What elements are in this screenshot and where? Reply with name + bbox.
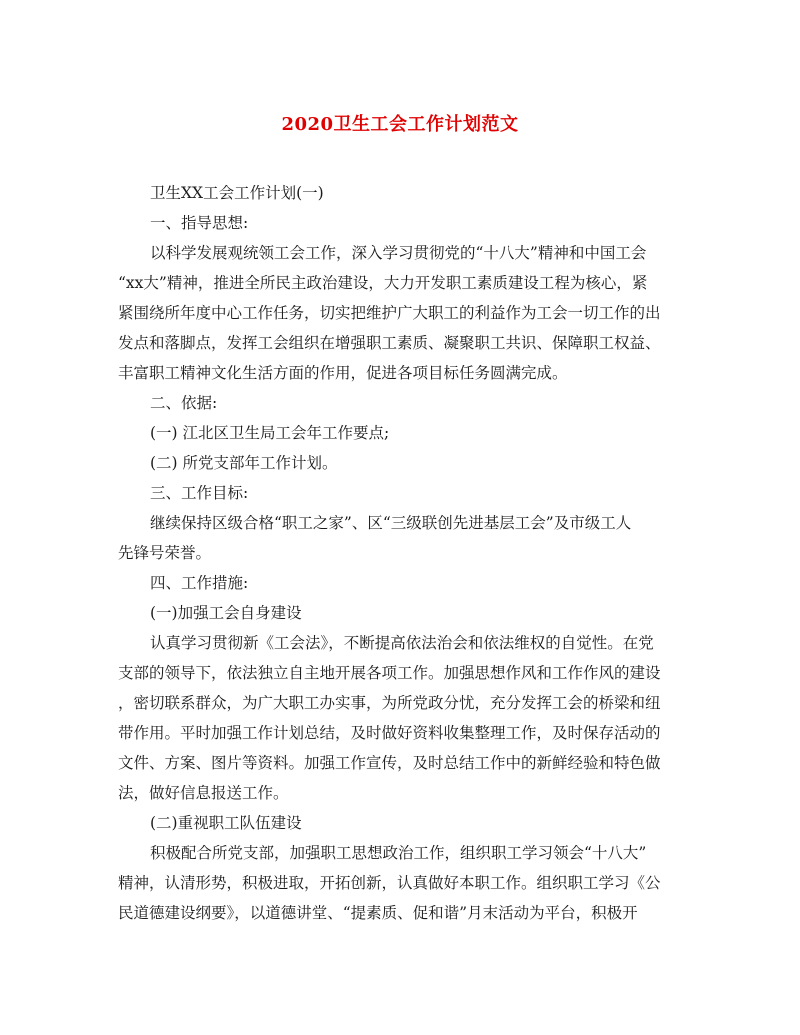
text-line: 继续保持区级合格“职工之家”、区“三级联创先进基层工会”及市级工人 xyxy=(150,514,632,532)
text-line: 支部的领导下，依法独立自主地开展各项工作。加强思想作风和工作作风的建设 xyxy=(118,664,661,682)
text-line: 先锋号荣誉。 xyxy=(118,544,212,562)
text-line: 二、依据: xyxy=(150,394,218,412)
text-line: 以科学发展观统领工会工作，深入学习贯彻党的“十八大”精神和中国工会 xyxy=(150,244,647,262)
text-line: 发点和落脚点，发挥工会组织在增强职工素质、凝聚职工共识、保障职工权益、 xyxy=(118,334,661,352)
text-line: 认真学习贯彻新《工会法》，不断提高依法治会和依法维权的自觉性。在党 xyxy=(150,634,654,652)
text-line: 带作用。平时加强工作计划总结，及时做好资料收集整理工作，及时保存活动的 xyxy=(118,724,661,742)
text-line: (一)加强工会自身建设 xyxy=(150,604,302,622)
text-line: 三、工作目标: xyxy=(150,484,249,502)
text-line: 法，做好信息报送工作。 xyxy=(118,784,289,802)
text-line: 卫生XX工会工作计划(一) xyxy=(150,184,324,202)
text-line: 一、指导思想: xyxy=(150,214,249,232)
text-line: 四、工作措施: xyxy=(150,574,249,592)
text-line: (二)重视职工队伍建设 xyxy=(150,814,302,832)
document-title: 2020卫生工会工作计划范文 xyxy=(281,114,519,135)
text-line: 丰富职工精神文化生活方面的作用，促进各项目标任务圆满完成。 xyxy=(118,364,568,382)
text-line: 精神，认清形势，积极进取，开拓创新，认真做好本职工作。组织职工学习《公 xyxy=(118,874,661,892)
text-line: (二) 所党支部年工作计划。 xyxy=(150,454,338,472)
document-body xyxy=(118,178,684,928)
text-line: 积极配合所党支部，加强职工思想政治工作，组织职工学习领会“十八大” xyxy=(150,844,647,862)
text-line: 文件、方案、图片等资料。加强工作宣传，及时总结工作中的新鲜经验和特色做 xyxy=(118,754,661,772)
text-line: (一) 江北区卫生局工会年工作要点; xyxy=(150,424,390,442)
text-line: “xx大”精神，推进全所民主政治建设，大力开发职工素质建设工程为核心，紧 xyxy=(118,274,648,292)
text-line: ，密切联系群众，为广大职工办实事，为所党政分忧，充分发挥工会的桥梁和纽 xyxy=(118,694,661,712)
text-line: 民道德建设纲要》，以道德讲堂、“提素质、促和谐”月末活动为平台，积极开 xyxy=(118,904,638,922)
text-line: 紧围绕所年度中心工作任务，切实把维护广大职工的利益作为工会一切工作的出 xyxy=(118,304,661,322)
